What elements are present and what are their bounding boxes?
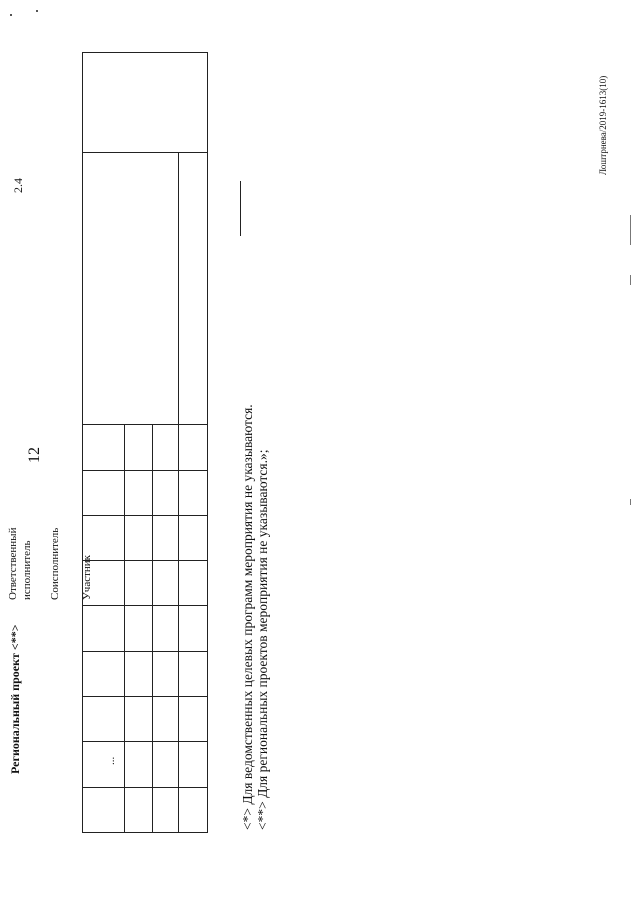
col-line: [82, 515, 208, 516]
role-co-executor: Соисполнитель: [49, 527, 61, 600]
table-border-bottom: [207, 52, 208, 833]
program-table: [82, 52, 208, 833]
col-line: [82, 560, 208, 561]
footnote-2: <**> Для региональных проектов мероприятия не указываются.»;: [255, 449, 270, 830]
col-line: [82, 651, 208, 652]
table-border-top: [82, 52, 83, 833]
role-responsible-executor: Ответственный исполнитель: [7, 527, 33, 600]
scan-speck: [10, 14, 12, 16]
row-separator-role-3: [178, 425, 179, 833]
scan-artifact: [630, 275, 631, 285]
scan-artifact: [630, 215, 631, 245]
col-line: [82, 152, 208, 153]
col-line: [82, 424, 208, 425]
ellipsis-cell: ...: [105, 756, 117, 765]
col-line: [82, 832, 208, 833]
footnote-1: <*> Для ведомственных целевых программ мероприятия не указываются.: [240, 404, 255, 830]
col-line: [82, 470, 208, 471]
col-line: [82, 52, 208, 53]
row-number: 2.4: [11, 178, 25, 193]
regional-project-title: Региональный проект <**>: [8, 624, 22, 774]
scan-speck: [36, 10, 38, 12]
scan-artifact: [630, 499, 631, 505]
col-line: [82, 696, 208, 697]
document-code: Лоштрнева/2019-1613(10): [598, 75, 608, 175]
row-separator-role-2: [152, 425, 153, 833]
page-number: 12: [26, 447, 43, 463]
col-line: [82, 741, 208, 742]
role-participant: Участник: [81, 554, 93, 600]
col-line: [82, 605, 208, 606]
col-line: [82, 787, 208, 788]
row-separator-role-1: [124, 425, 125, 833]
footnote-rule: [240, 181, 241, 236]
